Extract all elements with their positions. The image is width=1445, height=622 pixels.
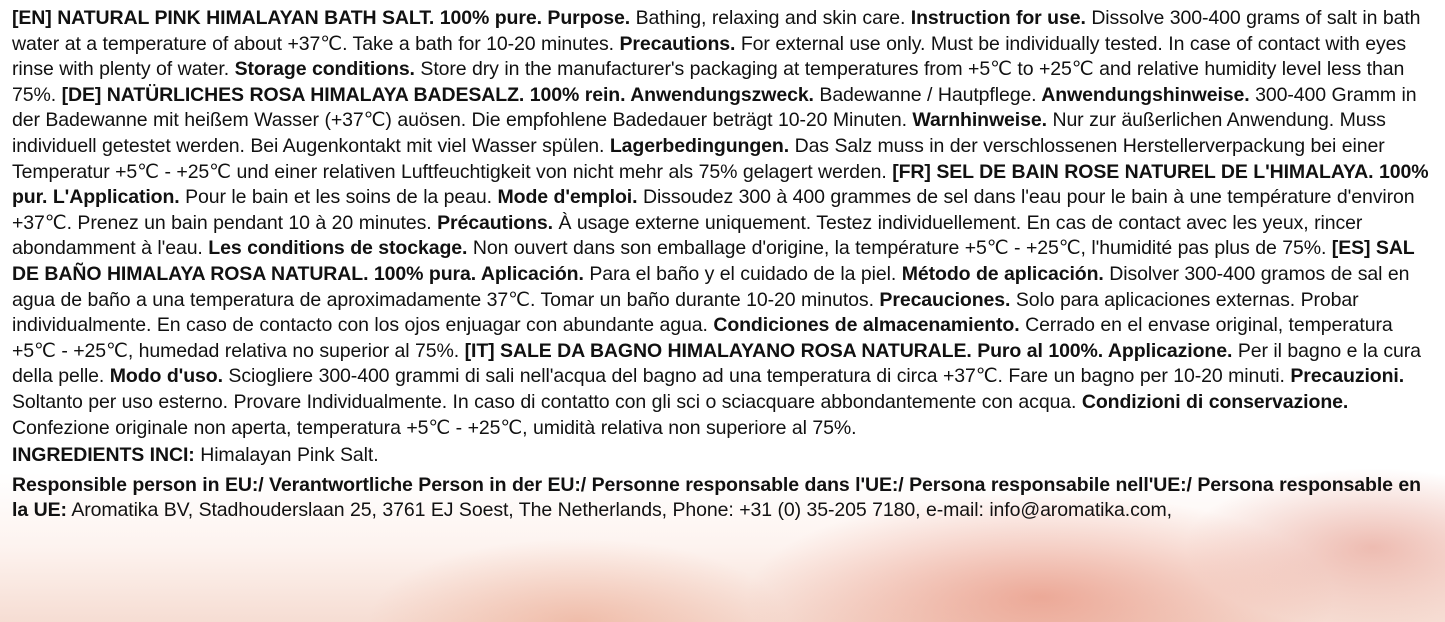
multilingual-instructions-text: [12, 6, 1433, 441]
instruction-text: Dissolve 300-400 grams of salt in bath water at a temperature of about +37℃. Take a bath for 10-20 minutes.: [12, 7, 1421, 55]
instruction-text: Dissoudez 300 à 400 grammes de sel dans l'eau pour le bain à une température d'environ +37℃. Prenez un bain pendant 10 à 20 minutes.: [12, 186, 1415, 234]
instruction-heading: Storage conditions.: [229, 58, 415, 81]
instruction-heading: Warnhinweise.: [906, 109, 1047, 132]
instruction-text: Nur zur äußerlichen Anwendung. Muss individuell getestet werden. Bei Augenkontakt mit viel Wasser spülen.: [12, 109, 1386, 157]
instruction-text: Per il bagno e la cura della pelle.: [12, 339, 1421, 388]
instruction-heading: [EN] NATURAL PINK HIMALAYAN BATH SALT. 100% pure. Purpose.: [12, 7, 631, 29]
responsible-person-address: Aromatika BV, Stadhouderslaan 25, 3761 EJ Soest, The Netherlands, Phone: +31 (0) 35-205 7180, e-mail: info@aromatika.com,: [66, 499, 1172, 522]
ingredients-heading: INGREDIENTS INCI:: [12, 444, 195, 467]
responsible-person-block: [12, 473, 1433, 524]
instruction-text: Para el baño y el cuidado de la piel.: [583, 262, 897, 285]
instruction-text: À usage externe uniquement. Testez individuellement. En cas de contact avec les yeux, rincer abondamment à l'eau.: [12, 211, 1363, 260]
instruction-heading: Precauciones.: [873, 288, 1011, 311]
instruction-heading: Mode d'emploi.: [491, 186, 638, 209]
instruction-text: Pour le bain et les soins de la peau.: [179, 186, 492, 209]
instruction-text: Solo para aplicaciones externas. Probar individualmente. En caso de contacto con los ojos enjuagar con abundante agua.: [12, 288, 1359, 337]
instruction-heading: Modo d'uso.: [104, 365, 223, 388]
instruction-heading: Instruction for use.: [905, 7, 1086, 29]
instruction-heading: [DE] NATÜRLICHES ROSA HIMALAYA BADESALZ. 100% rein. Anwendungszweck.: [56, 83, 814, 106]
instruction-heading: Método de aplicación.: [896, 262, 1104, 285]
instruction-text: Bathing, relaxing and skin care.: [630, 7, 906, 29]
ingredients-value: Himalayan Pink Salt.: [194, 444, 379, 467]
instruction-heading: Les conditions de stockage.: [202, 237, 468, 260]
instruction-text: Non ouvert dans son emballage d'origine, la température +5℃ - +25℃, l'humidité pas plus de 75%.: [467, 237, 1327, 260]
instruction-text: Das Salz muss in der verschlossenen Herstellerverpackung bei einer Temperatur +5℃ - +25℃ und einer relativen Luftfeuchtigkeit von nicht mehr als 75% gelagert werden.: [12, 134, 1385, 183]
instruction-text: Disolver 300-400 gramos de sal en agua de baño a una temperatura de aproximadamente 37℃. Tomar un baño durante 10-20 minutos.: [12, 262, 1410, 311]
instruction-heading: Anwendungshinweise.: [1036, 83, 1250, 106]
instruction-heading: Precauzioni.: [1284, 365, 1405, 388]
instruction-text: Cerrado en el envase original, temperatura +5℃ - +25℃, humedad relativa no superior al 75%.: [12, 314, 1393, 362]
instruction-heading: [FR] SEL DE BAIN ROSE NATUREL DE L'HIMALAYA. 100% pur. L'Application.: [12, 160, 1429, 209]
instruction-heading: [ES] SAL DE BAÑO HIMALAYA ROSA NATURAL. 100% pura. Aplicación.: [12, 237, 1415, 285]
instruction-heading: Precautions.: [613, 32, 736, 55]
responsible-person-heading: Responsible person in EU:/ Verantwortliche Person in der EU:/ Personne responsable dans l'UE:/ Persona responsabile nell'UE:/ Persona responsable en la UE:: [12, 473, 1421, 522]
instruction-text: Badewanne / Hautpflege.: [813, 83, 1037, 106]
instruction-heading: Condizioni di conservazione.: [1076, 390, 1349, 413]
instruction-text: For external use only. Must be individually tested. In case of contact with eyes rinse with plenty of water.: [12, 32, 1407, 81]
instruction-heading: Précautions.: [431, 211, 553, 234]
instruction-text: Sciogliere 300-400 grammi di sali nell'acqua del bagno ad una temperatura di circa +37℃. Fare un bagno per 10-20 minuti.: [222, 365, 1285, 388]
ingredients-line: [12, 443, 1433, 469]
instruction-text: Confezione originale non aperta, temperatura +5℃ - +25℃, umidità relativa non superiore al 75%.: [12, 416, 857, 439]
instruction-text: Store dry in the manufacturer's packaging at temperatures from +5℃ to +25℃ and relative humidity level less than 75%.: [12, 58, 1405, 106]
instruction-heading: Condiciones de almacenamiento.: [707, 314, 1020, 337]
instruction-text: 300-400 Gramm in der Badewanne mit heißem Wasser (+37℃) auösen. Die empfohlene Badedauer beträgt 10-20 Minuten.: [12, 83, 1417, 132]
instruction-heading: Lagerbedingungen.: [604, 134, 790, 157]
instruction-text: Soltanto per uso esterno. Provare Individualmente. In caso di contatto con gli sci o sciacquare abbondantemente con acqua.: [12, 390, 1077, 413]
instruction-heading: [IT] SALE DA BAGNO HIMALAYANO ROSA NATURALE. Puro al 100%. Applicazione.: [459, 339, 1233, 362]
